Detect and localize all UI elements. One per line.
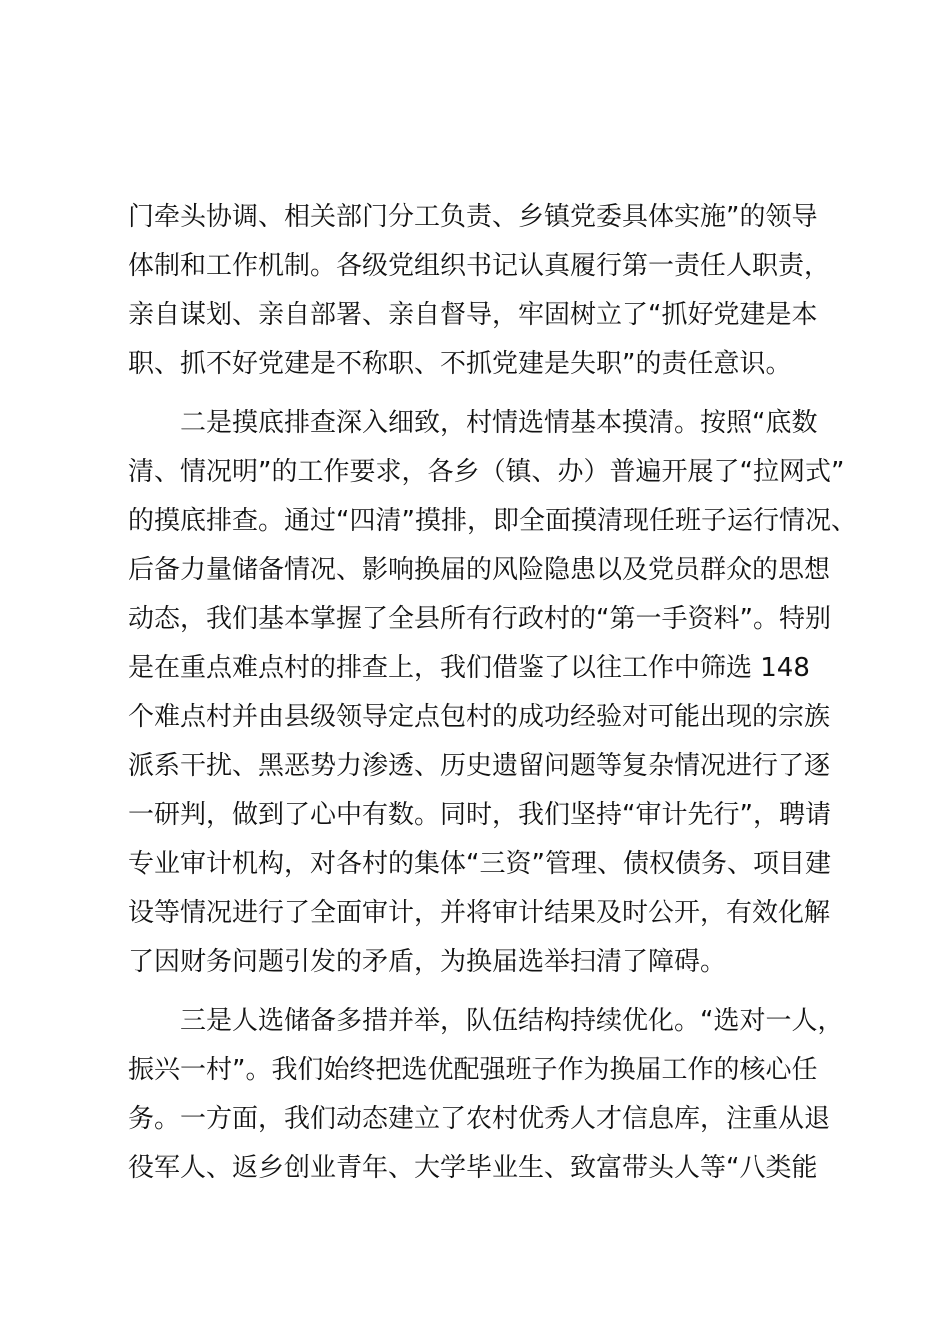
text-line: 个难点村并由县级领导定点包村的成功经验对可能出现的宗族 bbox=[128, 702, 831, 732]
text-line: 务。一方面，我们动态建立了农村优秀人才信息库，注重从退 bbox=[128, 1104, 831, 1134]
text-line: 了因财务问题引发的矛盾，为换届选举扫清了障碍。 bbox=[128, 947, 727, 977]
text-line: 的摸底排查。通过“四清”摸排，即全面摸清现任班子运行情况、 bbox=[128, 506, 857, 536]
text-line: 役军人、返乡创业青年、大学毕业生、致富带头人等“八类能 bbox=[128, 1153, 818, 1183]
text-line: 派系干扰、黑恶势力渗透、历史遗留问题等复杂情况进行了逐 bbox=[128, 751, 831, 781]
document-body bbox=[128, 193, 857, 1193]
text-line: 是在重点难点村的排查上，我们借鉴了以往工作中筛选 148 bbox=[128, 653, 810, 683]
text-line: 动态，我们基本掌握了全县所有行政村的“第一手资料”。特别 bbox=[128, 604, 831, 634]
text-line: 职、抓不好党建是不称职、不抓党建是失职”的责任意识。 bbox=[128, 349, 792, 379]
text-line: 设等情况进行了全面审计，并将审计结果及时公开，有效化解 bbox=[128, 898, 831, 928]
paragraph-2-first-line: 二是摸底排查深入细致，村情选情基本摸清。按照“底数 bbox=[180, 408, 818, 438]
text-line: 振兴一村”。我们始终把选优配强班子作为换届工作的核心任 bbox=[128, 1055, 818, 1085]
text-line: 一研判，做到了心中有数。同时，我们坚持“审计先行”，聘请 bbox=[128, 800, 831, 830]
text-line: 亲自谋划、亲自部署、亲自督导，牢固树立了“抓好党建是本 bbox=[128, 300, 818, 330]
text-line: 清、情况明”的工作要求，各乡（镇、办）普遍开展了“拉网式” bbox=[128, 457, 845, 487]
text-line: 体制和工作机制。各级党组织书记认真履行第一责任人职责， bbox=[128, 251, 831, 281]
paragraph-3-first-line: 三是人选储备多措并举，队伍结构持续优化。“选对一人， bbox=[180, 1006, 844, 1036]
text-line: 专业审计机构，对各村的集体“三资”管理、债权债务、项目建 bbox=[128, 849, 831, 879]
text-line: 门牵头协调、相关部门分工负责、乡镇党委具体实施”的领导 bbox=[128, 202, 818, 232]
text-line: 后备力量储备情况、影响换届的风险隐患以及党员群众的思想 bbox=[128, 555, 831, 585]
